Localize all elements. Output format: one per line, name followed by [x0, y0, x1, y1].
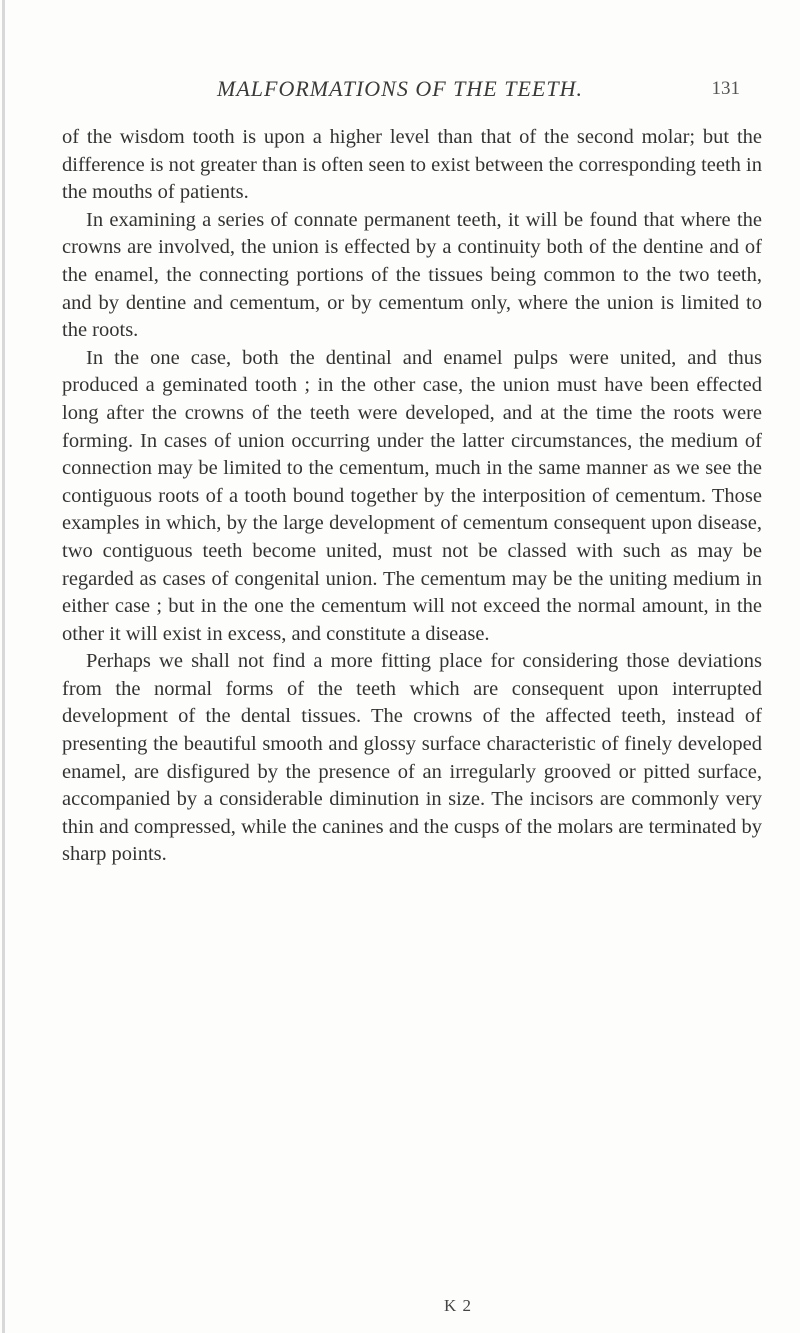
paragraph-connate-teeth: In examining a series of connate permanent teeth, it will be found that where the crowns are involved, the union is effected by a continuity both of the dentine and of the enamel, the connecting portions of the tissues being common to the two teeth, and by dentine and cementum, or by cementum only, where the union is limited to the roots. [62, 208, 762, 342]
paragraph-deviations: Perhaps we shall not find a more fitting place for considering those deviations from the normal forms of the teeth which are consequent upon interrupted development of the dental tissues. The crowns of the affected teeth, instead of presenting the beautiful smooth and glossy surface characteristic of finely developed enamel, are disfigured by the presence of an irregularly grooved or pitted surface, accompanied by a considerable diminution in size. The incisors are commonly very thin and compressed, while the canines and the cusps of the molars are terminated by sharp points. [62, 650, 762, 866]
page-number: 131 [711, 78, 740, 99]
running-title: MALFORMATIONS OF THE TEETH. [217, 76, 583, 101]
body-text [62, 124, 762, 869]
running-head [0, 76, 800, 106]
paragraph-continued: of the wisdom tooth is upon a higher level than that of the second molar; but the difference is not greater than is often seen to exist between the corresponding teeth in the mouths of patients. [62, 126, 762, 204]
signature-mark: K 2 [444, 1296, 473, 1315]
paragraph-union-cases: In the one case, both the dentinal and enamel pulps were united, and thus produced a geminated tooth ; in the other case, the union must have been effected long after the crowns of the teeth were developed, and at the time the roots were forming. In cases of union occurring under the latter circumstances, the medium of connection may be limited to the cementum, much in the same manner as we see the contiguous roots of a tooth bound together by the interposition of cementum. Those examples in which, by the large development of cementum consequent upon disease, two contiguous teeth become united, must not be classed with such as may be regarded as cases of congenital union. The cementum may be the uniting medium in either case ; but in the one the cementum will not exceed the normal amount, in the other it will exist in excess, and constitute a disease. [62, 346, 762, 645]
page-gutter-edge [2, 0, 5, 1333]
